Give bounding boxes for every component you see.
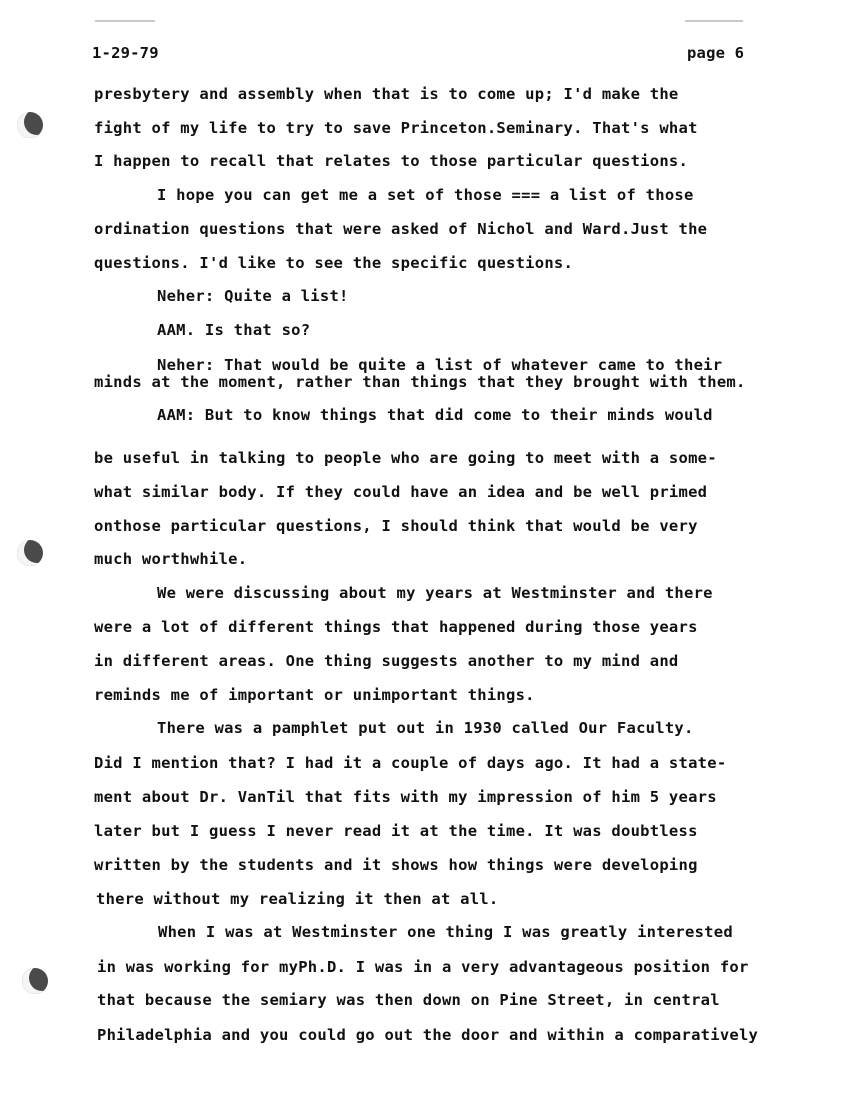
scan-mark: [685, 20, 743, 22]
text-line: When I was at Westminster one thing I was greatly interested: [158, 923, 733, 941]
text-line: minds at the moment, rather than things that they brought with them.: [94, 373, 746, 391]
punch-hole: [17, 112, 43, 138]
scan-mark: [95, 20, 155, 22]
text-line: AAM: But to know things that did come to their minds would: [157, 406, 713, 424]
text-line: be useful in talking to people who are going to meet with a some-: [94, 449, 717, 467]
text-line: ment about Dr. VanTil that fits with my impression of him 5 years: [94, 788, 717, 806]
text-line: Did I mention that? I had it a couple of days ago. It had a state-: [94, 754, 727, 772]
punch-hole: [22, 968, 48, 994]
text-line: what similar body. If they could have an idea and be well primed: [94, 483, 708, 501]
text-line: ordination questions that were asked of Nichol and Ward.Just the: [94, 220, 708, 238]
punch-hole: [17, 540, 43, 566]
text-line: in was working for myPh.D. I was in a very advantageous position for: [97, 958, 749, 976]
text-line: reminds me of important or unimportant things.: [94, 686, 535, 704]
text-line: there without my realizing it then at all.: [96, 890, 499, 908]
document-date: 1-29-79: [92, 44, 159, 62]
text-line: questions. I'd like to see the specific questions.: [94, 254, 574, 272]
text-line: much worthwhile.: [94, 550, 248, 568]
text-line: in different areas. One thing suggests another to my mind and: [94, 652, 679, 670]
text-line: Neher: Quite a list!: [157, 287, 349, 305]
text-line: written by the students and it shows how things were developing: [94, 856, 698, 874]
text-line: presbytery and assembly when that is to come up; I'd make the: [94, 85, 679, 103]
text-line: We were discussing about my years at Westminster and there: [157, 584, 713, 602]
text-line: I hope you can get me a set of those === a list of those: [157, 186, 694, 204]
page-number: page 6: [687, 44, 745, 62]
text-line: that because the semiary was then down on Pine Street, in central: [97, 991, 720, 1009]
text-line: onthose particular questions, I should think that would be very: [94, 517, 698, 535]
text-line: Philadelphia and you could go out the door and within a comparatively: [97, 1026, 759, 1044]
text-line: were a lot of different things that happened during those years: [94, 618, 698, 636]
text-line: fight of my life to try to save Princeton.Seminary. That's what: [94, 119, 698, 137]
text-line: I happen to recall that relates to those particular questions.: [94, 152, 689, 170]
text-line: AAM. Is that so?: [157, 321, 311, 339]
text-line: There was a pamphlet put out in 1930 called Our Faculty.: [157, 719, 694, 737]
text-line: later but I guess I never read it at the time. It was doubtless: [94, 822, 698, 840]
text-line: Neher: That would be quite a list of whatever came to their: [157, 356, 723, 374]
